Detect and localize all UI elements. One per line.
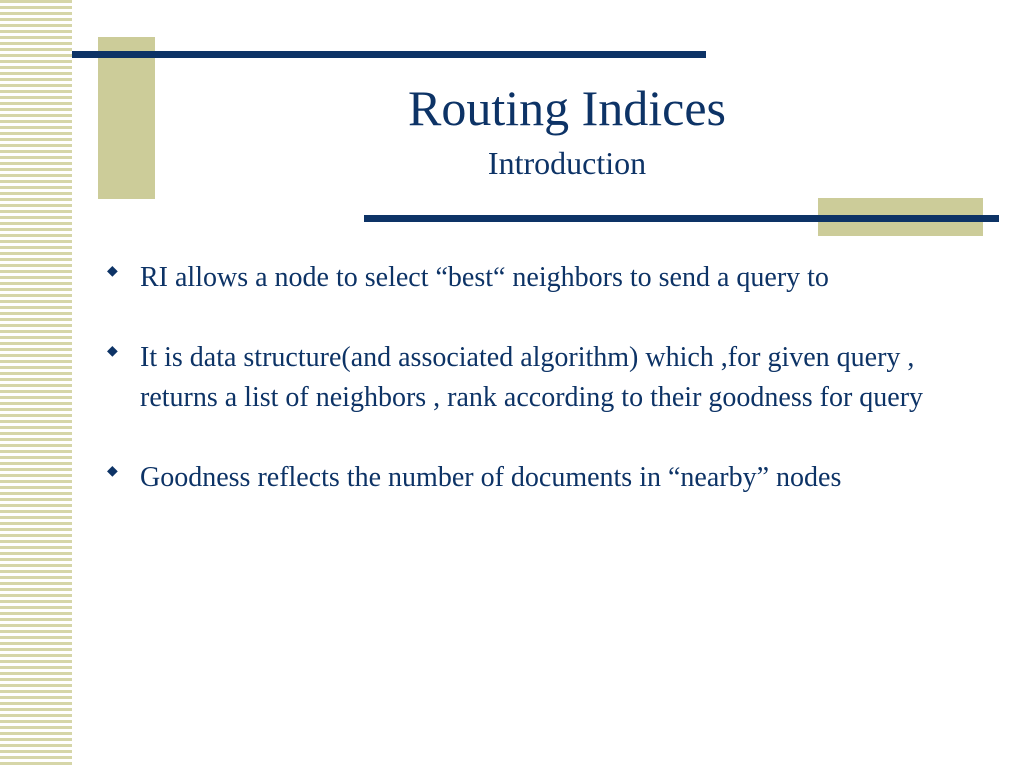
- bullet-text: Goodness reflects the number of documents in “nearby” nodes: [140, 462, 842, 493]
- bullet-item: [100, 338, 960, 418]
- left-stripe-decoration: [0, 0, 72, 768]
- bullet-list: [100, 258, 960, 538]
- diamond-bullet-icon: ◆: [107, 464, 118, 479]
- bullet-item: [100, 458, 960, 498]
- slide-title: Routing Indices: [407, 80, 727, 136]
- bullet-text: It is data structure(and associated algorithm) which ,for given query , returns a list of neighbors , rank according to their goodness for query: [140, 342, 924, 413]
- diamond-bullet-icon: ◆: [107, 264, 118, 279]
- top-rule: [72, 51, 706, 58]
- bottom-rule: [364, 215, 999, 222]
- slide-subtitle: Introduction: [487, 145, 647, 181]
- bullet-item: [100, 258, 960, 298]
- bullet-text: RI allows a node to select “best“ neighbors to send a query to: [140, 262, 829, 293]
- tan-accent-block-left: [98, 37, 155, 199]
- diamond-bullet-icon: ◆: [107, 344, 118, 359]
